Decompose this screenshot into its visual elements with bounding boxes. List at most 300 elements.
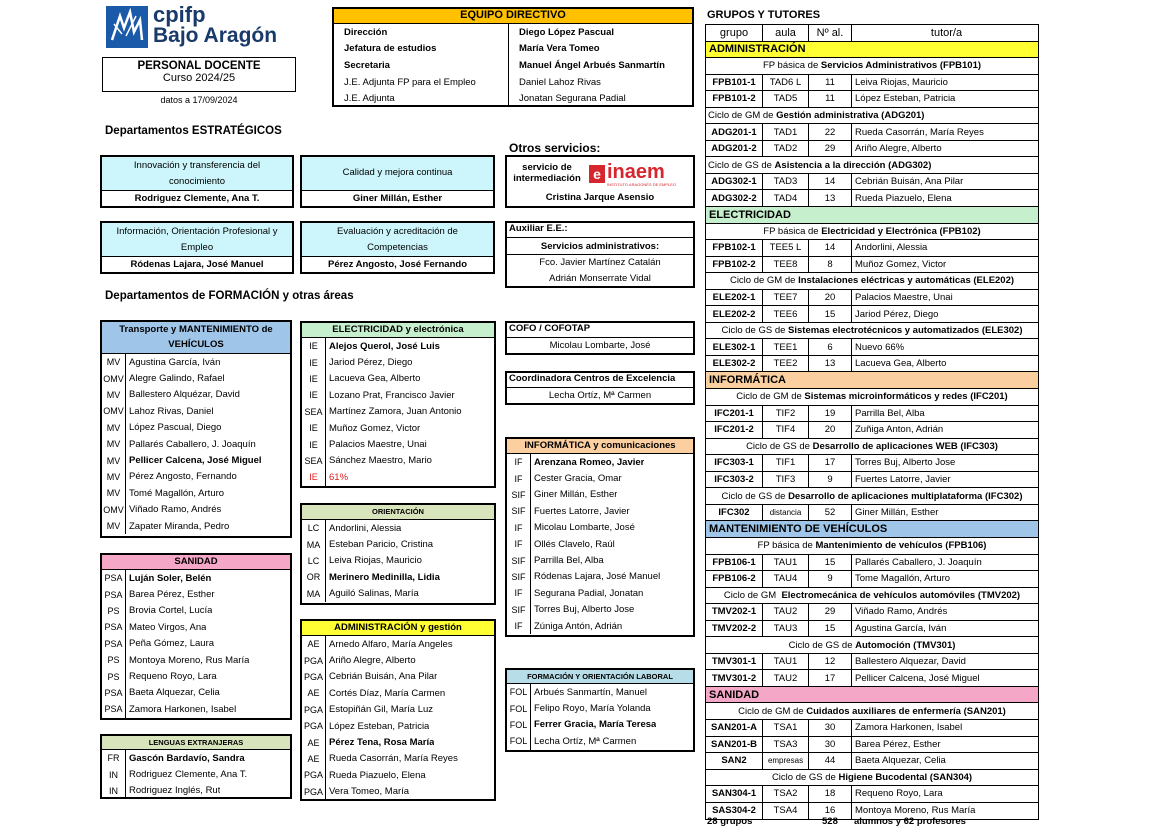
staff-row xyxy=(507,503,693,519)
staff-name: Rueda Casorrán, María Reyes xyxy=(329,753,458,765)
specialty-code: MA xyxy=(302,536,326,552)
staff-row xyxy=(302,387,494,403)
group-code: IFC303-2 xyxy=(706,472,763,488)
staff-name: López Pascual, Diego xyxy=(129,422,222,434)
otros-heading: Otros servicios: xyxy=(509,141,601,155)
specialty-code: MV xyxy=(102,452,126,468)
staff-row xyxy=(302,371,494,387)
group-row xyxy=(706,174,1038,191)
group-code: IFC302 xyxy=(706,505,763,521)
specialty-code: OR xyxy=(302,569,326,585)
specialty-code: OMV xyxy=(102,370,126,386)
equipo-role: J.E. Adjunta xyxy=(334,90,509,107)
auxiliar-name-1: Fco. Javier Martínez Catalán xyxy=(539,257,661,268)
specialty-code: PSA xyxy=(102,570,126,586)
group-code: ADG302-2 xyxy=(706,190,763,206)
group-tutor: Muñoz Gomez, Victor xyxy=(855,258,947,270)
staff-row xyxy=(302,669,494,685)
specialty-code: OMV xyxy=(102,403,126,419)
group-aula: TAU2 xyxy=(763,670,809,686)
group-code: IFC303-1 xyxy=(706,455,763,471)
staff-name: 61% xyxy=(329,471,349,483)
staff-name: Muñoz Gomez, Victor xyxy=(329,422,421,434)
group-count: 22 xyxy=(809,124,852,140)
specialty-code: MV xyxy=(102,485,126,501)
staff-name: López Esteban, Patricia xyxy=(329,720,430,732)
staff-row xyxy=(302,436,494,452)
group-tutor: Fuertes Latorre, Javier xyxy=(855,474,951,486)
staff-name: Alejos Querol, José Luis xyxy=(329,340,440,352)
group-aula: TSA3 xyxy=(763,737,809,753)
group-code: ADG201-2 xyxy=(706,141,763,157)
staff-row xyxy=(302,652,494,668)
cycle-name: Asistencia a la dirección xyxy=(774,159,886,171)
staff-row xyxy=(507,520,693,536)
staff-row xyxy=(102,387,290,403)
group-count: 12 xyxy=(809,654,852,670)
group-count: 13 xyxy=(809,356,852,372)
staff-name: Cebrián Buisán, Ana Pilar xyxy=(329,671,438,683)
group-code: SAN304-1 xyxy=(706,786,763,802)
group-aula: TEE2 xyxy=(763,356,809,372)
group-code: ELE302-1 xyxy=(706,339,763,355)
staff-name: Alegre Galindo, Rafael xyxy=(129,373,225,385)
staff-row xyxy=(102,354,290,370)
cycle-name: Higiene Bucodental xyxy=(838,771,928,783)
group-aula: TAU4 xyxy=(763,571,809,587)
cycle-code: (SAN201) xyxy=(960,705,1006,717)
estrategico-title-3: Información, Orientación Profesional y Empleo xyxy=(102,223,292,257)
cycle-row xyxy=(706,273,1038,290)
staff-name: Aguiló Salinas, María xyxy=(329,588,419,600)
cofo-title: COFO / COFOTAP xyxy=(507,323,693,338)
dept-administracion xyxy=(300,619,496,801)
staff-name: Pallarés Caballero, J. Joaquín xyxy=(129,438,256,450)
cycle-code: (ADG302) xyxy=(885,159,932,171)
group-count: 44 xyxy=(809,753,852,769)
staff-row xyxy=(302,404,494,420)
col-num: Nº al. xyxy=(809,25,852,41)
staff-name: Pérez Tena, Rosa María xyxy=(329,737,435,749)
group-aula: empresas xyxy=(763,753,809,769)
family-label: ELECTRICIDAD xyxy=(709,208,791,221)
cycle-row xyxy=(706,703,1038,720)
specialty-code: IN xyxy=(102,766,126,782)
auxiliar-subtitle: Servicios administrativos: xyxy=(507,238,693,255)
staff-row xyxy=(102,436,290,452)
staff-row xyxy=(302,702,494,718)
group-count: 18 xyxy=(809,786,852,802)
equipo-row xyxy=(334,24,692,41)
group-tutor: Tome Magallón, Arturo xyxy=(855,573,951,585)
staff-name: Ollés Clavelo, Raúl xyxy=(534,538,615,550)
col-tutor: tutor/a xyxy=(930,26,963,39)
cycle-code: (FPB102) xyxy=(936,225,981,237)
staff-name: Arbués Sanmartín, Manuel xyxy=(534,686,648,698)
specialty-code: IF xyxy=(507,585,531,601)
staff-name: Arnedo Alfaro, María Angeles xyxy=(329,638,453,650)
family-row xyxy=(706,521,1038,538)
cycle-row xyxy=(706,637,1038,654)
group-aula: TAU3 xyxy=(763,621,809,637)
staff-row xyxy=(302,420,494,436)
family-label: SANIDAD xyxy=(709,688,760,701)
staff-row xyxy=(102,603,290,619)
sanidad-title: SANIDAD xyxy=(102,555,290,570)
staff-name: Gascón Bardavío, Sandra xyxy=(129,752,245,764)
group-aula: TEE5 L xyxy=(763,240,809,256)
staff-row xyxy=(302,453,494,469)
specialty-code: SIF xyxy=(507,487,531,503)
group-count: 15 xyxy=(809,555,852,571)
cycle-code: (ELE202) xyxy=(970,275,1015,287)
group-code: ELE302-2 xyxy=(706,356,763,372)
lenguas-title: LENGUAS EXTRANJERAS xyxy=(102,736,290,750)
specialty-code: PGA xyxy=(302,767,326,783)
staff-name: Lozano Prat, Francisco Javier xyxy=(329,389,455,401)
staff-name: Viñado Ramo, Andrés xyxy=(129,504,222,516)
group-count: 29 xyxy=(809,141,852,157)
group-code: FPB106-2 xyxy=(706,571,763,587)
group-tutor: Viñado Ramo, Andrés xyxy=(855,606,948,618)
course-label: Curso 2024/25 xyxy=(162,72,236,84)
cycle-prefix: Ciclo de GM de xyxy=(729,275,799,287)
cycle-prefix: FP básica de xyxy=(763,225,822,237)
staff-row xyxy=(302,569,494,585)
staff-name: Micolau Lombarte, José xyxy=(534,522,635,534)
estrategico-title-2: Calidad y mejora continua xyxy=(302,157,493,191)
group-code: FPB106-1 xyxy=(706,555,763,571)
cofo-box xyxy=(505,321,695,355)
specialty-code: PSA xyxy=(102,685,126,701)
specialty-code: MV xyxy=(102,469,126,485)
staff-name: Zamora Harkonen, Isabel xyxy=(129,703,237,715)
staff-row xyxy=(102,586,290,602)
staff-name: Lacueva Gea, Alberto xyxy=(329,373,421,385)
group-count: 17 xyxy=(809,670,852,686)
group-count: 29 xyxy=(809,604,852,620)
staff-row xyxy=(507,585,693,601)
staff-name: Requeno Royo, Lara xyxy=(129,671,217,683)
fol-title: FORMACIÓN Y ORIENTACIÓN LABORAL xyxy=(507,670,693,684)
group-row xyxy=(706,505,1038,522)
staff-row xyxy=(507,569,693,585)
staff-name: Segurana Padial, Jonatan xyxy=(534,587,644,599)
group-aula: TIF1 xyxy=(763,455,809,471)
staff-row xyxy=(302,469,494,485)
group-aula: TAD4 xyxy=(763,190,809,206)
cycle-row xyxy=(706,538,1038,555)
specialty-code: IN xyxy=(102,783,126,799)
specialty-code: PGA xyxy=(302,702,326,718)
cycle-row xyxy=(706,770,1038,787)
cycle-code: (IFC201) xyxy=(967,391,1008,403)
group-code: ADG201-1 xyxy=(706,124,763,140)
specialty-code: PS xyxy=(102,668,126,684)
cycle-prefix: Ciclo de GS de xyxy=(746,440,813,452)
specialty-code: FOL xyxy=(507,733,531,749)
staff-row xyxy=(302,636,494,652)
cycle-name: Electromecánica de vehículos automóviles xyxy=(781,589,976,601)
group-tutor: Ballestero Alquezar, David xyxy=(855,656,966,668)
staff-name: Andorlini, Alessia xyxy=(329,522,402,534)
staff-row xyxy=(302,751,494,767)
staff-name: Zúniga Antón, Adrián xyxy=(534,620,623,632)
page-title: PERSONAL DOCENTE xyxy=(137,60,261,72)
group-aula: TAU2 xyxy=(763,604,809,620)
staff-name: Barea Pérez, Esther xyxy=(129,589,215,601)
staff-row xyxy=(507,454,693,470)
specialty-code: AE xyxy=(302,751,326,767)
cycle-row xyxy=(706,58,1038,75)
group-code: FPB101-1 xyxy=(706,75,763,91)
center-logo xyxy=(106,2,296,50)
group-code: ELE202-2 xyxy=(706,306,763,322)
cycle-code: (TMV202) xyxy=(975,589,1021,601)
group-code: TMV301-1 xyxy=(706,654,763,670)
specialty-code: IE xyxy=(302,354,326,370)
dept-fol xyxy=(505,668,695,752)
specialty-code: MA xyxy=(302,586,326,602)
staff-row xyxy=(507,618,693,634)
group-aula: TSA2 xyxy=(763,786,809,802)
cycle-name: Gestión administrativa xyxy=(776,110,879,121)
group-aula: TAD5 xyxy=(763,91,809,107)
group-row xyxy=(706,306,1038,323)
equipo-row xyxy=(334,41,692,58)
group-count: 20 xyxy=(809,422,852,438)
group-aula: TEE8 xyxy=(763,257,809,273)
cofo-name: Micolau Lombarte, José xyxy=(549,340,651,351)
staff-row xyxy=(102,370,290,386)
cycle-prefix: Ciclo de GS de xyxy=(721,325,789,337)
staff-row xyxy=(102,403,290,419)
group-aula: TEE7 xyxy=(763,290,809,306)
cycle-prefix: Ciclo de GS de xyxy=(771,771,839,783)
cycle-name: Electricidad y Electrónica xyxy=(821,225,937,237)
staff-name: Pellicer Calcena, José Miguel xyxy=(129,455,262,467)
specialty-code: FOL xyxy=(507,717,531,733)
staff-row xyxy=(302,520,494,536)
family-row xyxy=(706,372,1038,389)
specialty-code: IF xyxy=(507,618,531,634)
staff-name: Luján Soler, Belén xyxy=(129,572,212,584)
group-count: 30 xyxy=(809,737,852,753)
cycle-code: (ADG201) xyxy=(878,110,925,121)
group-row xyxy=(706,91,1038,108)
staff-name: Arenzana Romeo, Javier xyxy=(534,456,645,468)
group-tutor: Agustina García, Iván xyxy=(855,622,947,634)
transporte-title: Transporte y MANTENIMIENTO de VEHÍCULOS xyxy=(102,322,290,354)
cycle-code: (ELE302) xyxy=(979,325,1023,337)
specialty-code: PGA xyxy=(302,652,326,668)
staff-row xyxy=(102,652,290,668)
title-box xyxy=(102,57,296,92)
group-row xyxy=(706,257,1038,274)
group-row xyxy=(706,753,1038,770)
group-tutor: Leiva Riojas, Mauricio xyxy=(855,76,948,88)
group-count: 16 xyxy=(809,803,852,820)
group-tutor: López Esteban, Patricia xyxy=(855,93,956,105)
staff-name: Peña Gómez, Laura xyxy=(129,638,215,650)
equipo-list xyxy=(334,24,692,107)
cycle-prefix: Ciclo de GM xyxy=(723,589,782,601)
staff-row xyxy=(302,354,494,370)
specialty-code: IE xyxy=(302,371,326,387)
staff-row xyxy=(507,536,693,552)
servicio-name: Cristina Jarque Asensio xyxy=(545,192,655,203)
formacion-heading: Departamentos de FORMACIÓN y otras áreas xyxy=(105,290,354,302)
specialty-code: IF xyxy=(507,520,531,536)
grupos-heading: GRUPOS Y TUTORES xyxy=(707,9,821,21)
staff-row xyxy=(102,420,290,436)
specialty-code: MV xyxy=(102,420,126,436)
group-count: 14 xyxy=(809,174,852,190)
group-aula: TIF3 xyxy=(763,472,809,488)
staff-name: Lahoz Rivas, Daniel xyxy=(129,405,214,417)
group-row xyxy=(706,737,1038,754)
specialty-code: OMV xyxy=(102,502,126,518)
cycle-code: (TMV301) xyxy=(910,639,956,651)
group-aula: TAD6 L xyxy=(763,75,809,91)
equipo-name: Jonatan Segurana Padial xyxy=(519,93,626,105)
group-count: 14 xyxy=(809,240,852,256)
staff-row xyxy=(102,570,290,586)
group-aula: TIF2 xyxy=(763,406,809,422)
group-code: FPB101-2 xyxy=(706,91,763,107)
staff-name: Rodriguez Clemente, Ana T. xyxy=(129,769,248,781)
staff-row xyxy=(102,452,290,468)
group-count: 9 xyxy=(809,472,852,488)
dept-informatica xyxy=(505,437,695,637)
group-count: 15 xyxy=(809,306,852,322)
specialty-code: MV xyxy=(102,387,126,403)
equipo-name: María Vera Tomeo xyxy=(519,43,600,55)
family-label: MANTENIMIENTO DE VEHÍCULOS xyxy=(709,523,888,536)
group-code: TMV202-2 xyxy=(706,621,763,637)
staff-name: Jariod Pérez, Diego xyxy=(329,357,413,369)
group-count: 9 xyxy=(809,571,852,587)
col-grupo: grupo xyxy=(706,25,763,41)
equipo-row xyxy=(334,57,692,74)
group-tutor: Nuevo 66% xyxy=(855,341,905,353)
specialty-code: PSA xyxy=(102,636,126,652)
group-row xyxy=(706,406,1038,423)
specialty-code: AE xyxy=(302,636,326,652)
staff-row xyxy=(507,717,693,733)
group-code: IFC201-1 xyxy=(706,406,763,422)
group-code: ELE202-1 xyxy=(706,290,763,306)
group-aula: TSA4 xyxy=(763,803,809,820)
group-aula: TAD1 xyxy=(763,124,809,140)
cycle-prefix: Ciclo de GM de xyxy=(708,110,777,121)
inaem-text: inaem xyxy=(607,161,665,183)
group-tutor: Giner Millán, Esther xyxy=(855,507,939,519)
staff-name: Fuertes Latorre, Javier xyxy=(534,505,630,517)
staff-row xyxy=(102,783,290,799)
orientacion-title: ORIENTACIÓN xyxy=(302,505,494,520)
staff-row xyxy=(302,718,494,734)
staff-row xyxy=(102,485,290,501)
cycle-name: Servicios Administrativos xyxy=(820,60,938,72)
specialty-code: MV xyxy=(102,518,126,534)
cycle-row xyxy=(706,588,1038,605)
group-tutor: Pellicer Calcena, José Miguel xyxy=(855,672,980,684)
auxiliar-box xyxy=(505,221,695,288)
estrategico-box-2 xyxy=(300,155,495,208)
cycle-prefix: Ciclo de GM de xyxy=(736,391,805,403)
group-code: SAN201-A xyxy=(706,720,763,736)
group-tutor: Montoya Moreno, Rus María xyxy=(855,805,976,817)
staff-name: Parrilla Bel, Alba xyxy=(534,555,604,567)
group-tutor: Requeno Royo, Lara xyxy=(855,788,943,800)
group-aula: TAD3 xyxy=(763,174,809,190)
equipo-row xyxy=(334,74,692,91)
group-code: FPB102-1 xyxy=(706,240,763,256)
group-row xyxy=(706,786,1038,803)
family-row xyxy=(706,207,1038,224)
estrategico-title-1: Innovación y transferencia del conocimiento xyxy=(102,157,292,191)
group-row xyxy=(706,670,1038,687)
group-code: TMV301-2 xyxy=(706,670,763,686)
staff-name: Mateo Virgos, Ana xyxy=(129,621,207,633)
equipo-role: Jefatura de estudios xyxy=(334,41,509,58)
group-count: 11 xyxy=(809,91,852,107)
specialty-code: PGA xyxy=(302,718,326,734)
specialty-code: PSA xyxy=(102,586,126,602)
cycle-prefix: Ciclo de GS de xyxy=(721,490,789,502)
inaem-subtitle: INSTITUTO ARAGONÉS DE EMPLEO xyxy=(607,182,677,187)
group-tutor: Baeta Alquezar, Celia xyxy=(855,755,946,767)
estrategico-name-2: Giner Millán, Esther xyxy=(352,193,443,204)
specialty-code: IE xyxy=(302,338,326,354)
equipo-name: Manuel Ángel Arbués Sanmartín xyxy=(519,59,665,71)
group-tutor: Rueda Casorrán, María Reyes xyxy=(855,126,984,138)
group-code: ADG302-1 xyxy=(706,174,763,190)
cycle-code: (SAN304) xyxy=(927,771,973,783)
cycle-row xyxy=(706,488,1038,505)
specialty-code: LC xyxy=(302,553,326,569)
col-aula: aula xyxy=(763,25,809,41)
staff-name: Felipo Royo, María Yolanda xyxy=(534,703,651,715)
equipo-role: J.E. Adjunta FP para el Empleo xyxy=(334,74,509,91)
specialty-code: FOL xyxy=(507,684,531,700)
equipo-title: EQUIPO DIRECTIVO xyxy=(334,9,692,24)
family-label: ADMINISTRACIÓN xyxy=(709,43,806,56)
staff-row xyxy=(102,636,290,652)
group-tutor: Palacios Maestre, Unai xyxy=(855,292,953,304)
staff-name: Rueda Piazuelo, Elena xyxy=(329,769,426,781)
logo-line1: cpifp xyxy=(153,2,206,27)
group-row xyxy=(706,290,1038,307)
logo-line2: Bajo Aragón xyxy=(153,24,278,47)
date-label: datos a 17/09/2024 xyxy=(160,95,238,105)
group-aula: TAU1 xyxy=(763,555,809,571)
group-code: SAS304-2 xyxy=(706,803,763,820)
staff-row xyxy=(302,338,494,354)
staff-name: Ferrer Gracia, María Teresa xyxy=(534,719,657,731)
group-row xyxy=(706,339,1038,356)
specialty-code: IE xyxy=(302,387,326,403)
grupos-header-row xyxy=(706,25,1038,42)
specialty-code: FR xyxy=(102,750,126,766)
group-row xyxy=(706,141,1038,158)
staff-row xyxy=(302,734,494,750)
staff-row xyxy=(507,552,693,568)
group-row xyxy=(706,422,1038,439)
specialty-code: IF xyxy=(507,454,531,470)
group-tutor: Ariño Alegre, Alberto xyxy=(855,143,942,155)
